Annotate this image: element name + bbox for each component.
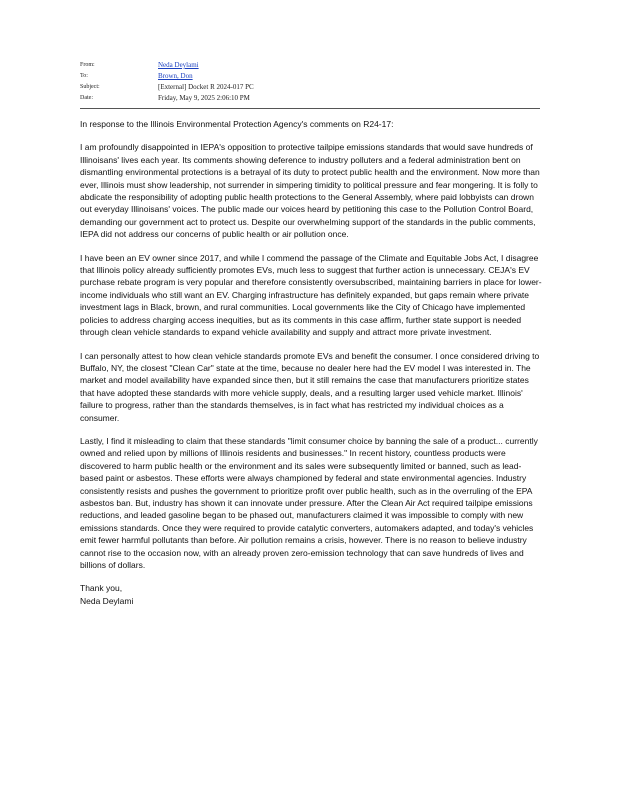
header-divider [80, 108, 540, 109]
paragraph-4: Lastly, I find it misleading to claim that these standards "limit consumer choice by banning the sale of a product... currently owned and relied upon by millions of Illinois residents and businesses." In recent history, countless products were discovered to harm public health or the environment and its sales were subsequently limited or banned, such as lead-based paint or asbestos. These efforts were always championed by federal and state environmental agencies. Industry consistently resists and pushes the government to prioritize profit over public health, such as in the overruling of the EPA asbestos ban. But, industry has shown it can innovate under pressure. After the Clean Air Act required tailpipe emissions reductions, and leaded gasoline began to be phased out, manufacturers claimed it was impossible to comply with new emissions standards. Once they were required to provide catalytic converters, automakers adapted, and today's vehicles emit fewer harmful pollutants than before. Air pollution remains a crisis, however. There is no reason to believe industry cannot rise to the occasion now, with an already proven zero-emission technology that can save hundreds of lives and billions of dollars. [80, 435, 538, 570]
email-header [80, 60, 540, 104]
to-label: To: [80, 73, 88, 79]
to-recipient-link[interactable]: Brown, Don [158, 72, 193, 80]
date-row [80, 93, 540, 103]
paragraph-3: I can personally attest to how clean vehicle standards promote EVs and benefit the consumer. I once considered driving to Buffalo, NY, the closest "Clean Car" state at the time, because no dealer here had the EV model I was interested in. The market and model availability have expanded since then, but it still remains the case that manufacturers prioritize states that have adopted these standards with more vehicle supply, deals, and a resulting larger used vehicle market. Illinois' failure to progress, rather than the standards themselves, is in fact what has restricted my individual choices as a consumer. [80, 350, 540, 423]
paragraph-1: I am profoundly disappointed in IEPA's opposition to protective tailpipe emissions standards that would save hundreds of Illinoisans' lives each year. Its comments showing deference to industry polluters and a federal administration bent on dismantling environmental protections is a betrayal of its duty to protect public health and the environment. Now more than ever, Illinois must show leadership, not surrender in simpering timidity to political pressure and fear mongering. It is folly to abdicate the responsibility of adopting public health protections to the General Assembly, where paid lobbyists can drown out everyday Illinoisans' voices. The public made our voices heard by petitioning this case to the Pollution Control Board, demanding our government act to protect us. Despite our overwhelming support of the standards in the public comments, IEPA did not address our concerns of public health or air pollution once. [80, 142, 540, 240]
from-sender-link[interactable]: Neda Deylami [158, 61, 199, 69]
closing-block [80, 582, 542, 607]
closing-text: Thank you, [80, 583, 123, 594]
signature-name: Neda Deylami [80, 595, 134, 606]
from-label: From: [80, 62, 95, 68]
from-row [80, 60, 540, 70]
date-value: Friday, May 9, 2025 2:06:10 PM [158, 94, 250, 102]
paragraph-2: I have been an EV owner since 2017, and while I commend the passage of the Climate and Equitable Jobs Act, I disagree that Illinois policy already sufficiently promotes EVs, much less to suggest that further action is unnecessary. CEJA's EV purchase rebate program is very popular and therefore consistently oversubscribed, maintaining barriers in place for lower-income individuals who still want an EV. Charging infrastructure has definitely expanded, but gaps remain where private investment lags in Black, brown, and rural communities. Local governments like the City of Chicago have implemented policies to address charging access inequities, but as its comments in this case affirm, further state support is needed through clean vehicle standards to expand vehicle availability and supply and attract more private investment. [80, 252, 542, 338]
subject-label: Subject: [80, 84, 100, 90]
subject-row [80, 82, 540, 92]
date-label: Date: [80, 95, 93, 101]
intro-paragraph: In response to the Illinois Environmental Protection Agency's comments on R24-17: [80, 119, 394, 129]
email-body [80, 118, 542, 607]
subject-value: [External] Docket R 2024-017 PC [158, 83, 254, 91]
to-row [80, 71, 540, 81]
